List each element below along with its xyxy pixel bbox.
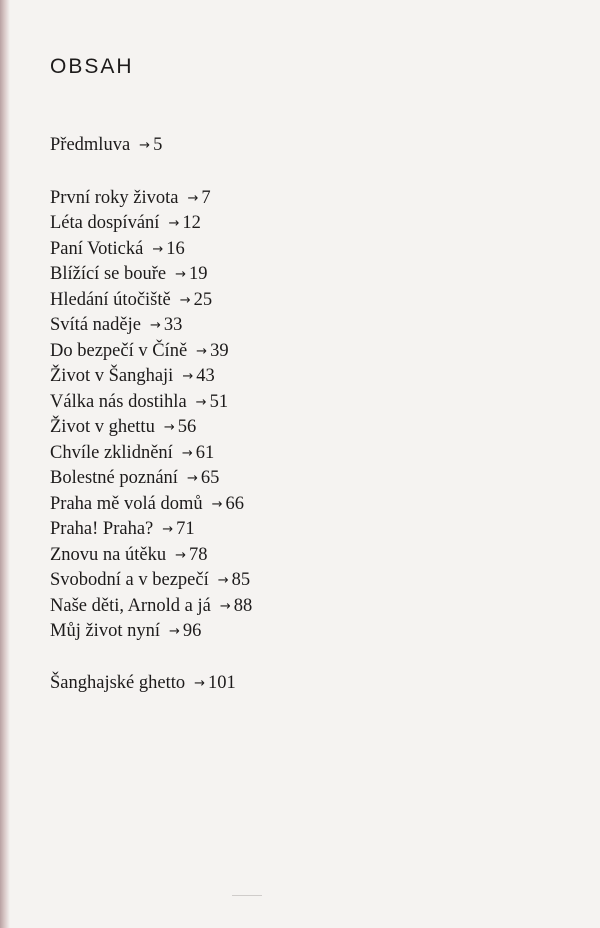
entry-page-number: 12 — [182, 213, 201, 233]
entry-title: Naše děti, Arnold a já — [50, 595, 211, 616]
toc-entry-chapter[interactable] — [50, 313, 550, 339]
toc-entry-chapter[interactable] — [50, 568, 550, 594]
page-binding-edge — [0, 0, 10, 928]
toc-entry-chapter[interactable] — [50, 288, 550, 314]
entry-page-number: 71 — [176, 519, 195, 539]
arrow-right-icon: → — [217, 573, 229, 588]
entry-title: Předmluva — [50, 135, 131, 155]
arrow-right-icon: → — [152, 241, 164, 257]
arrow-right-icon: → — [219, 598, 231, 614]
entry-page-number: 51 — [209, 391, 229, 412]
arrow-right-icon: → — [179, 292, 191, 308]
arrow-right-icon: → — [195, 394, 207, 410]
entry-page-number: 85 — [231, 570, 251, 590]
entry-title: Léta dospívání — [50, 213, 160, 233]
arrow-right-icon: → — [163, 420, 175, 435]
entry-title: Hledání útočiště — [50, 289, 171, 310]
entry-page-number: 78 — [189, 544, 208, 565]
appendix-list — [50, 671, 550, 697]
paper-speck — [232, 895, 262, 896]
entry-page-number: 66 — [225, 493, 244, 514]
arrow-right-icon: → — [194, 675, 206, 691]
toc-entry-chapter[interactable] — [50, 492, 550, 518]
arrow-right-icon: → — [139, 138, 151, 153]
entry-page-number: 96 — [182, 621, 202, 641]
toc-entry-chapter[interactable] — [50, 619, 550, 645]
toc-entry-chapter[interactable] — [50, 415, 550, 441]
toc-entry-chapter[interactable] — [50, 186, 550, 212]
arrow-right-icon: → — [187, 190, 199, 206]
entry-title: Paní Votická — [50, 238, 144, 259]
chapters-list — [50, 186, 550, 645]
table-of-contents-page — [50, 55, 550, 696]
entry-title: Bolestné poznání — [50, 468, 178, 488]
entry-page-number: 7 — [201, 187, 211, 208]
arrow-right-icon: → — [181, 445, 193, 461]
toc-entry-chapter[interactable] — [50, 237, 550, 263]
toc-entry-chapter[interactable] — [50, 211, 550, 237]
arrow-right-icon: → — [182, 369, 194, 384]
arrow-right-icon: → — [175, 547, 187, 563]
entry-title: Válka nás dostihla — [50, 391, 187, 412]
entry-page-number: 19 — [189, 264, 208, 284]
toc-entry-chapter[interactable] — [50, 364, 550, 390]
entry-title: Praha! Praha? — [50, 519, 154, 539]
toc-entry-chapter[interactable] — [50, 543, 550, 569]
entry-title: Praha mě volá domů — [50, 493, 203, 514]
arrow-right-icon: → — [162, 522, 174, 537]
preface-list — [50, 133, 550, 159]
entry-title: První roky života — [50, 187, 179, 208]
entry-page-number: 33 — [163, 315, 183, 335]
toc-entry-chapter[interactable] — [50, 390, 550, 416]
toc-entry-chapter[interactable] — [50, 262, 550, 288]
entry-page-number: 56 — [177, 417, 197, 437]
entry-title: Život v Šanghaji — [50, 366, 174, 386]
arrow-right-icon: → — [168, 624, 180, 639]
entry-title: Svítá naděje — [50, 315, 141, 335]
arrow-right-icon: → — [186, 471, 198, 486]
entry-title: Blížící se bouře — [50, 264, 167, 284]
entry-title: Chvíle zklidnění — [50, 442, 173, 463]
toc-entry-chapter[interactable] — [50, 441, 550, 467]
entry-title: Svobodní a v bezpečí — [50, 570, 209, 590]
entry-page-number: 88 — [233, 595, 253, 616]
toc-entry-chapter[interactable] — [50, 339, 550, 365]
entry-page-number: 39 — [210, 340, 229, 361]
contents-heading: OBSAH — [50, 55, 134, 78]
entry-page-number: 101 — [208, 672, 236, 693]
entry-title: Šanghajské ghetto — [50, 672, 186, 693]
entry-page-number: 5 — [153, 135, 163, 155]
entry-title: Do bezpečí v Číně — [50, 340, 188, 361]
entry-page-number: 61 — [195, 442, 215, 463]
toc-entry-chapter[interactable] — [50, 517, 550, 543]
entry-page-number: 16 — [166, 238, 185, 259]
entry-title: Znovu na útěku — [50, 544, 167, 565]
entry-page-number: 25 — [193, 289, 213, 310]
entry-title: Život v ghettu — [50, 417, 155, 437]
toc-entry-appendix[interactable] — [50, 671, 550, 697]
arrow-right-icon: → — [168, 216, 180, 231]
entry-title: Můj život nyní — [50, 621, 160, 641]
arrow-right-icon: → — [149, 318, 161, 333]
arrow-right-icon: → — [196, 343, 208, 359]
arrow-right-icon: → — [175, 267, 187, 282]
toc-entry-chapter[interactable] — [50, 466, 550, 492]
toc-entry-chapter[interactable] — [50, 594, 550, 620]
toc-entry-preface[interactable] — [50, 133, 550, 159]
entry-page-number: 65 — [200, 468, 220, 488]
entry-page-number: 43 — [196, 366, 215, 386]
arrow-right-icon: → — [211, 496, 223, 512]
